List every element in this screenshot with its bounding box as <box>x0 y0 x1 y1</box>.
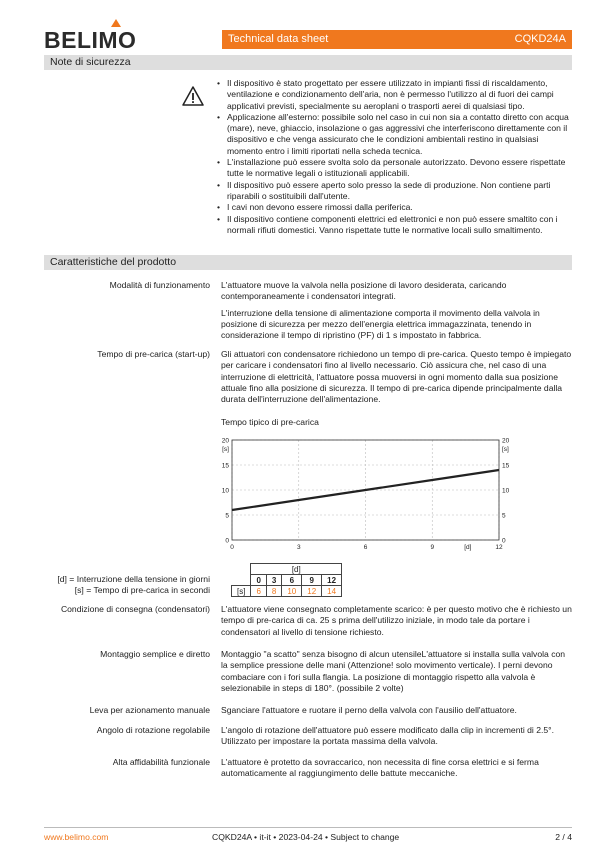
label-mode: Modalità di funzionamento <box>109 280 210 290</box>
paragraph: L'attuatore muove la valvola nella posizione di lavoro desiderata, caricando contemporaneamente i condensatori integrati. <box>221 280 507 302</box>
y-tick-label-right: 20 <box>502 437 510 445</box>
table-cell: 9 <box>302 575 322 586</box>
table-cell: 8 <box>266 586 281 597</box>
list-item: • L'installazione può essere svolta solo da personale autorizzato. Devono essere rispettate tutte le normative legali o istituzionali applicabili. <box>214 157 576 180</box>
logo-mark-icon <box>110 17 122 29</box>
paragraph: L'interruzione della tensione di alimentazione comporta il movimento della valvola in posizione di sicurezza per mezzo dell'energia elettrica immagazzinata, tenendo in considerazione il tempo di ripristino (PF) di 1 s impostato in fabbrica. <box>221 307 540 341</box>
legend-s: [s] = Tempo di pre-carica in secondi <box>74 585 210 595</box>
text-precharge <box>221 349 573 410</box>
list-item: • I cavi non devono essere rimossi dalla periferica. <box>214 202 576 213</box>
label-delivery: Condizione di consegna (condensatori) <box>60 604 210 614</box>
y-axis-label-right: [s] <box>502 446 509 453</box>
table-cell: 0 <box>251 575 266 586</box>
list-item: • Il dispositivo contiene componenti elettrici ed elettronici e non può essere smaltito con i normali rifiuti domestici. Vanno rispettate tutte le normative locali sullo smaltimento. <box>214 214 576 237</box>
table-cell: 14 <box>322 586 342 597</box>
y-tick-label-left: 10 <box>221 487 229 495</box>
x-axis-label: [d] <box>464 544 472 551</box>
y-tick-label-left: 5 <box>225 512 229 520</box>
label-precharge: Tempo di pre-carica (start-up) <box>97 349 210 359</box>
table-header-s: [s] <box>232 586 251 597</box>
table-cell: 6 <box>282 575 302 586</box>
warning-icon <box>182 86 204 106</box>
x-tick-label: 0 <box>230 544 234 551</box>
x-tick-label: 6 <box>363 544 368 551</box>
label-reliability: Alta affidabilità funzionale <box>112 757 210 767</box>
x-tick-label: 3 <box>296 544 301 551</box>
text-lever: Sganciare l'attuatore e ruotare il perno della valvola con l'ausilio dell'attuatore. <box>221 705 517 715</box>
footer-divider <box>44 827 572 828</box>
section-title: Note di sicurezza <box>50 56 131 68</box>
safety-notes <box>214 78 576 236</box>
section-features <box>44 255 572 270</box>
x-tick-label: 9 <box>430 544 435 551</box>
y-tick-label-right: 0 <box>502 537 506 545</box>
list-item: • Applicazione all'esterno: possibile solo nel caso in cui non sia a contatto diretto con acqua (mare), neve, ghiaccio, insolazione o gas aggressivi che interferiscono direttamente con il dispositivo e che venga assicurato che le condizioni ambientali restino in qualsiasi momento entro i limiti riportati nella scheda tecnica. <box>214 112 576 157</box>
list-item: • Il dispositivo può essere aperto solo presso la sede di produzione. Non contiene parti riparabili o sostituibili dall'utente. <box>214 180 576 203</box>
y-tick-label-right: 10 <box>502 487 510 495</box>
table-cell: 10 <box>282 586 302 597</box>
text-mode <box>221 280 573 346</box>
footer-info: CQKD24A • it-it • 2023-04-24 • Subject to change <box>212 832 400 842</box>
header-bar <box>222 30 572 49</box>
product-code: CQKD24A <box>514 33 566 45</box>
table-cell: 12 <box>302 586 322 597</box>
y-tick-label-right: 15 <box>502 462 510 470</box>
table-cell: 6 <box>251 586 266 597</box>
doc-title: Technical data sheet <box>228 33 329 45</box>
text-mount: Montaggio "a scatto" senza bisogno di alcun utensileL'attuatore si installa sulla valvola con la semplice pressione delle mani (Attenzione! solo movimento verticale). I perni devono combaciare con i fori sulla flangia. La posizione di montaggio rispetto alla valvola è selezionabile in steps di 180°. (possibile 2 volte) <box>221 649 566 693</box>
x-tick-label: 12 <box>495 544 503 551</box>
label-lever: Leva per azionamento manuale <box>89 705 210 715</box>
section-title: Caratteristiche del prodotto <box>50 256 177 268</box>
text-reliability: L'attuatore è protetto da sovraccarico, non necessita di fine corsa elettrici e si ferma automaticamente al raggiungimento delle battute meccaniche. <box>221 757 539 779</box>
table-cell: 12 <box>322 575 342 586</box>
label-mount: Montaggio semplice e diretto <box>100 649 210 659</box>
y-tick-label-left: 15 <box>221 462 229 470</box>
footer-page: 2 / 4 <box>555 832 572 842</box>
list-item: • Il dispositivo è stato progettato per essere utilizzato in impianti fissi di riscaldamento, ventilazione e condizionamento dell'aria, non è permesso l'utilizzo al di fuori dei campi applicativi previsti, specialmente su aeroplani o trasporti aerei di qualsiasi tipo. <box>214 78 576 112</box>
paragraph: Gli attuatori con condensatore richiedono un tempo di pre-carica. Questo tempo è impiegato per caricare i condensatori fino al livello necessario. Ciò assicura che, nel caso di una interruzione di elettricità, l'attuatore possa muoversi in ogni momento dalla sua posizione attuale fino alla posizione di sicurezza. Il tempo di pre-carica dipende principalmente dalla durata dell'interruzione dell'alimentazione. <box>221 349 572 405</box>
y-tick-label-left: 20 <box>221 437 229 445</box>
table-header-d: [d] <box>251 564 342 575</box>
precharge-table <box>231 563 342 597</box>
y-tick-label-right: 5 <box>502 512 506 520</box>
footer-website[interactable]: www.belimo.com <box>44 832 109 842</box>
text-delivery: L'attuatore viene consegnato completamente scarico: è per questo motivo che è richiesto un tempo di pre-carica di ca. 25 s prima dell'utilizzo iniziale, in modo tale da portare i condensatori al livello di tensione richiesto. <box>221 604 572 637</box>
text-angle: L'angolo di rotazione dell'attuatore può essere modificato dalla clip in incrementi di 2.5°. Utilizzato per impostare la portata massima della valvola. <box>221 725 554 747</box>
belimo-logo: BELIMO <box>44 27 137 53</box>
label-angle: Angolo di rotazione regolabile <box>96 725 210 735</box>
precharge-chart <box>212 432 522 557</box>
y-axis-label-left: [s] <box>222 446 229 453</box>
y-tick-label-left: 0 <box>225 537 229 545</box>
section-safety <box>44 55 572 70</box>
table-cell: 3 <box>266 575 281 586</box>
legend-d: [d] = Interruzione della tensione in giorni <box>57 574 210 584</box>
chart-title: Tempo tipico di pre-carica <box>221 417 319 427</box>
